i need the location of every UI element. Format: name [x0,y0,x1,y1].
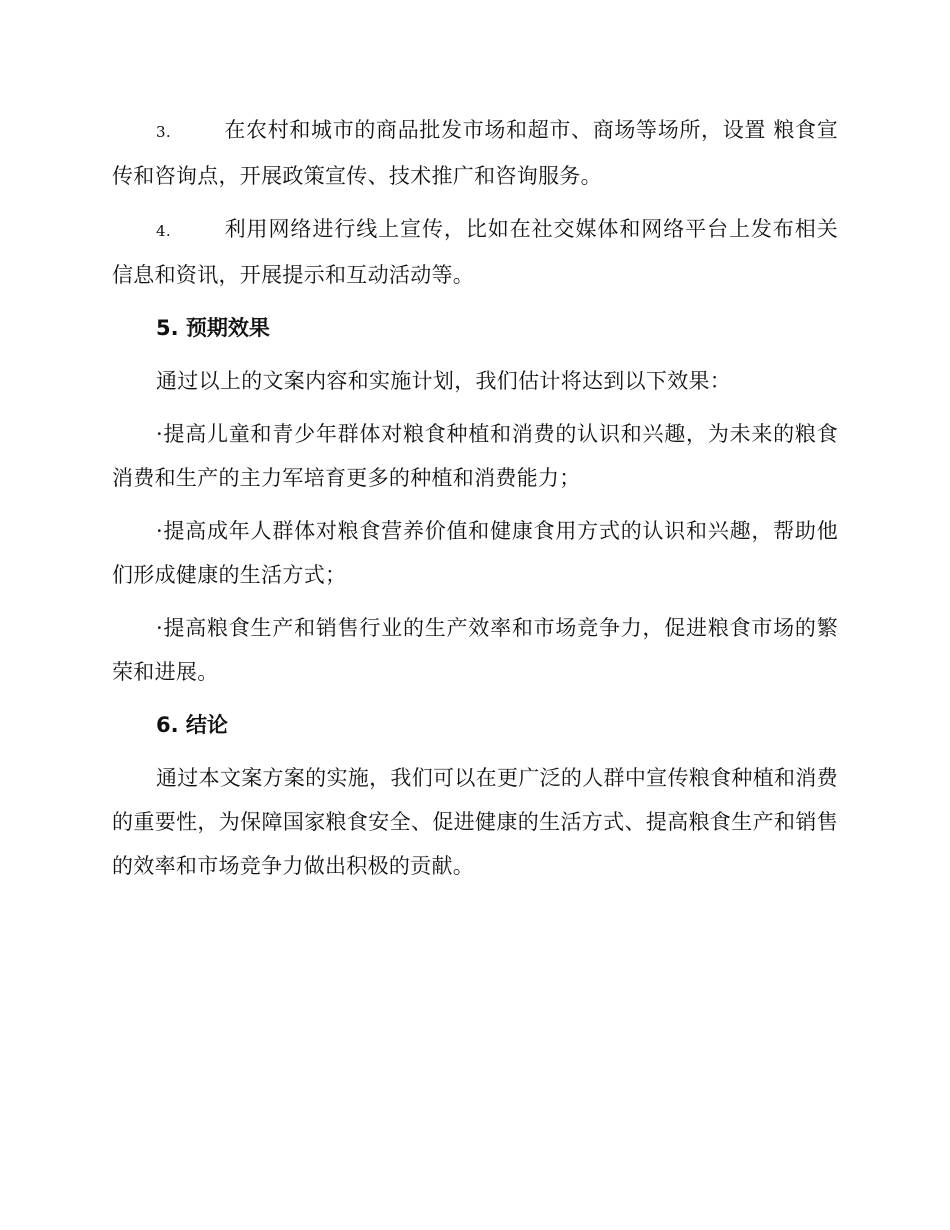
bullet-item [112,509,838,597]
list-item-3 [112,108,838,198]
conclusion-paragraph: 通过本文案方案的实施，我们可以在更广泛的人群中宣传粮食种植和消费的重要性，为保障国家粮食安全、促进健康的生活方式、提高粮食生产和销售的效率和市场竞争力做出积极的贡献。 [112,766,838,878]
document-page [112,108,838,897]
bullet-text: 提高儿童和青少年群体对粮食种植和消费的认识和兴趣，为未来的粮食消费和生产的主力军培育更多的种植和消费能力； [112,422,838,490]
list-number: 4. [156,222,171,240]
bullet-text: 提高粮食生产和销售行业的生产效率和市场竞争力，促进粮食市场的繁荣和进展。 [112,616,838,684]
bullet-icon: · [156,519,163,543]
bullet-item [112,606,838,694]
list-item-text: 在农村和城市的商品批发市场和超市、商场等场所，设置 粮食宣传和咨询点，开展政策宣传、技术推广和咨询服务。 [112,118,838,188]
bullet-icon: · [156,422,163,446]
section-intro: 通过以上的文案内容和实施计划，我们估计将达到以下效果： [156,369,732,393]
section-heading-conclusion: 6. 结论 [156,713,228,737]
bullet-icon: · [156,616,163,640]
bullet-item [112,412,838,500]
section-heading-expected-effects: 5. 预期效果 [156,316,270,340]
bullet-text: 提高成年人群体对粮食营养价值和健康食用方式的认识和兴趣，帮助他们形成健康的生活方式； [112,519,838,587]
list-item-text: 利用网络进行线上宣传，比如在社交媒体和网络平台上发布相关信息和资讯，开展提示和互动活动等。 [112,217,838,287]
list-number: 3. [156,123,171,141]
list-item-4 [112,207,838,297]
